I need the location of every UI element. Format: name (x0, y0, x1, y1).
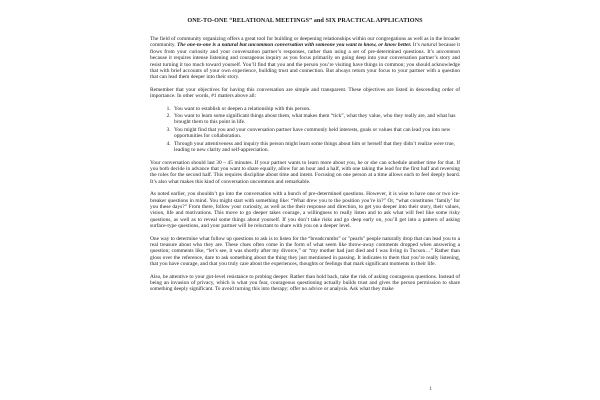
intro-text: The field of community organizing offers a great tool for building or deepening relationships within our congregations as well as in the broader community. (150, 36, 460, 49)
duration-paragraph: Your conversation should last 30 – 45 minutes. If your partner wants to learn more about you, he or she can schedule another time for that. If you both decide in advance that you want to share equally, allow for an hour and a half, with one taking the lead for the first half and reversing the roles for the second half. This requires discipline about time and intent. Focusing on one person at a time allows each to feel deeply heard. It’s also what makes this kind of conversation uncommon and remarkable. (150, 159, 460, 185)
intro-text: because it requires intense listening and courageous inquiry as you focus primarily on going deep into your conversation partner’s story and resist turning it too much toward yourself. You’ll find that you and the person you’re visiting have things in common; you should acknowledge that with brief accounts of your own experience, building trust and connection. But always return your focus to your partner with a question that can lead them deeper into their story. (150, 55, 460, 81)
intro-text: It’s (411, 42, 422, 49)
intro-text: because it flows from your curiosity and your conversation partner’s responses, rather than using a set of pre-determined questions. It’s (150, 42, 460, 55)
questions-paragraph: As noted earlier, you shouldn’t go into the conversation with a bunch of pre-determined questions. However, it is wise to have one or two ice-breaker questions in mind. You might start with something like: “What drew you to the position you’re in?” Or, “what constitutes ‘family’ for you these days?” From there, follow your curiosity, as well as the their response and direction, to get you deeper into their story, their values, vision, life and motivations. This move to go deeper takes courage, a willingness to really listen and to ask what will feel like some risky questions, as well as to reveal some things about yourself. If you don’t take risks and go deep early on, you’ll get into a pattern of asking surface-type questions, and your partner will be reluctant to share with you on a deeper level. (150, 191, 460, 230)
emphasis-uncommon: uncommon (436, 48, 460, 55)
objectives-intro-paragraph: Remember that your objectives for having this conversation are simple and transparent. These objectives are listed in descending order of importance. In other words, #1 matters above all: (150, 86, 460, 100)
list-item: 2. You want to learn some significant things about them, what makes them “tick”, what they value, who they really are, and what has brought them to this point in life. (172, 113, 460, 126)
emphasis-natural: natural (421, 42, 438, 49)
document-title: ONE-TO-ONE “RELATIONAL MEETINGS” and SIX PRACTICAL APPLICATIONS (187, 17, 423, 24)
definition-text: The one-to-one is a natural but uncommon conversation with someone you want to know, or know better. (176, 42, 412, 49)
list-item: 4. Through your attentiveness and inquiry this person might learn some things about him or herself that they didn’t realize were true, leading to new clarity and self-appreciation. (172, 141, 460, 154)
courage-paragraph: Also, be attentive to your gut-level resistance to probing deeper. Rather than hold back, take the risk of asking courageous questions. Instead of being an invasion of privacy, which is what you fear, courageous questioning actually builds trust and gives the person permission to share something deeply significant. To avoid turning this into therapy; offer no advice or analysis. Ask what they make (150, 273, 460, 293)
list-item: 1. You want to establish or deepen a relationship with this person. (172, 106, 460, 112)
page-number: 1 (429, 387, 432, 392)
list-item: 3. You might find that you and your conversation partner have commonly held interests, goals or values that can lead you into new opportunities for collaboration. (172, 127, 460, 140)
breadcrumbs-paragraph: One way to determine what follow up questions to ask is to listen for the “breadcrumbs” or "pearls" people naturally drop that can lead you to a real treasure about who they are. These clues often come in the form of what seem like throw-away comments dropped when answering a question; comments like, “let’s see, it was shortly after my divorce,” or “my mother had just died and I was living in Tucson…” Rather than gloss over the reference, dare to ask something about the thing they just mentioned in passing. It indicates to them that you’re really listening, that you have courage, and that you truly care about the experiences, thoughts or feelings that mark significant moments in their life. (150, 235, 460, 268)
objectives-list (150, 106, 460, 154)
intro-paragraph (150, 36, 460, 81)
